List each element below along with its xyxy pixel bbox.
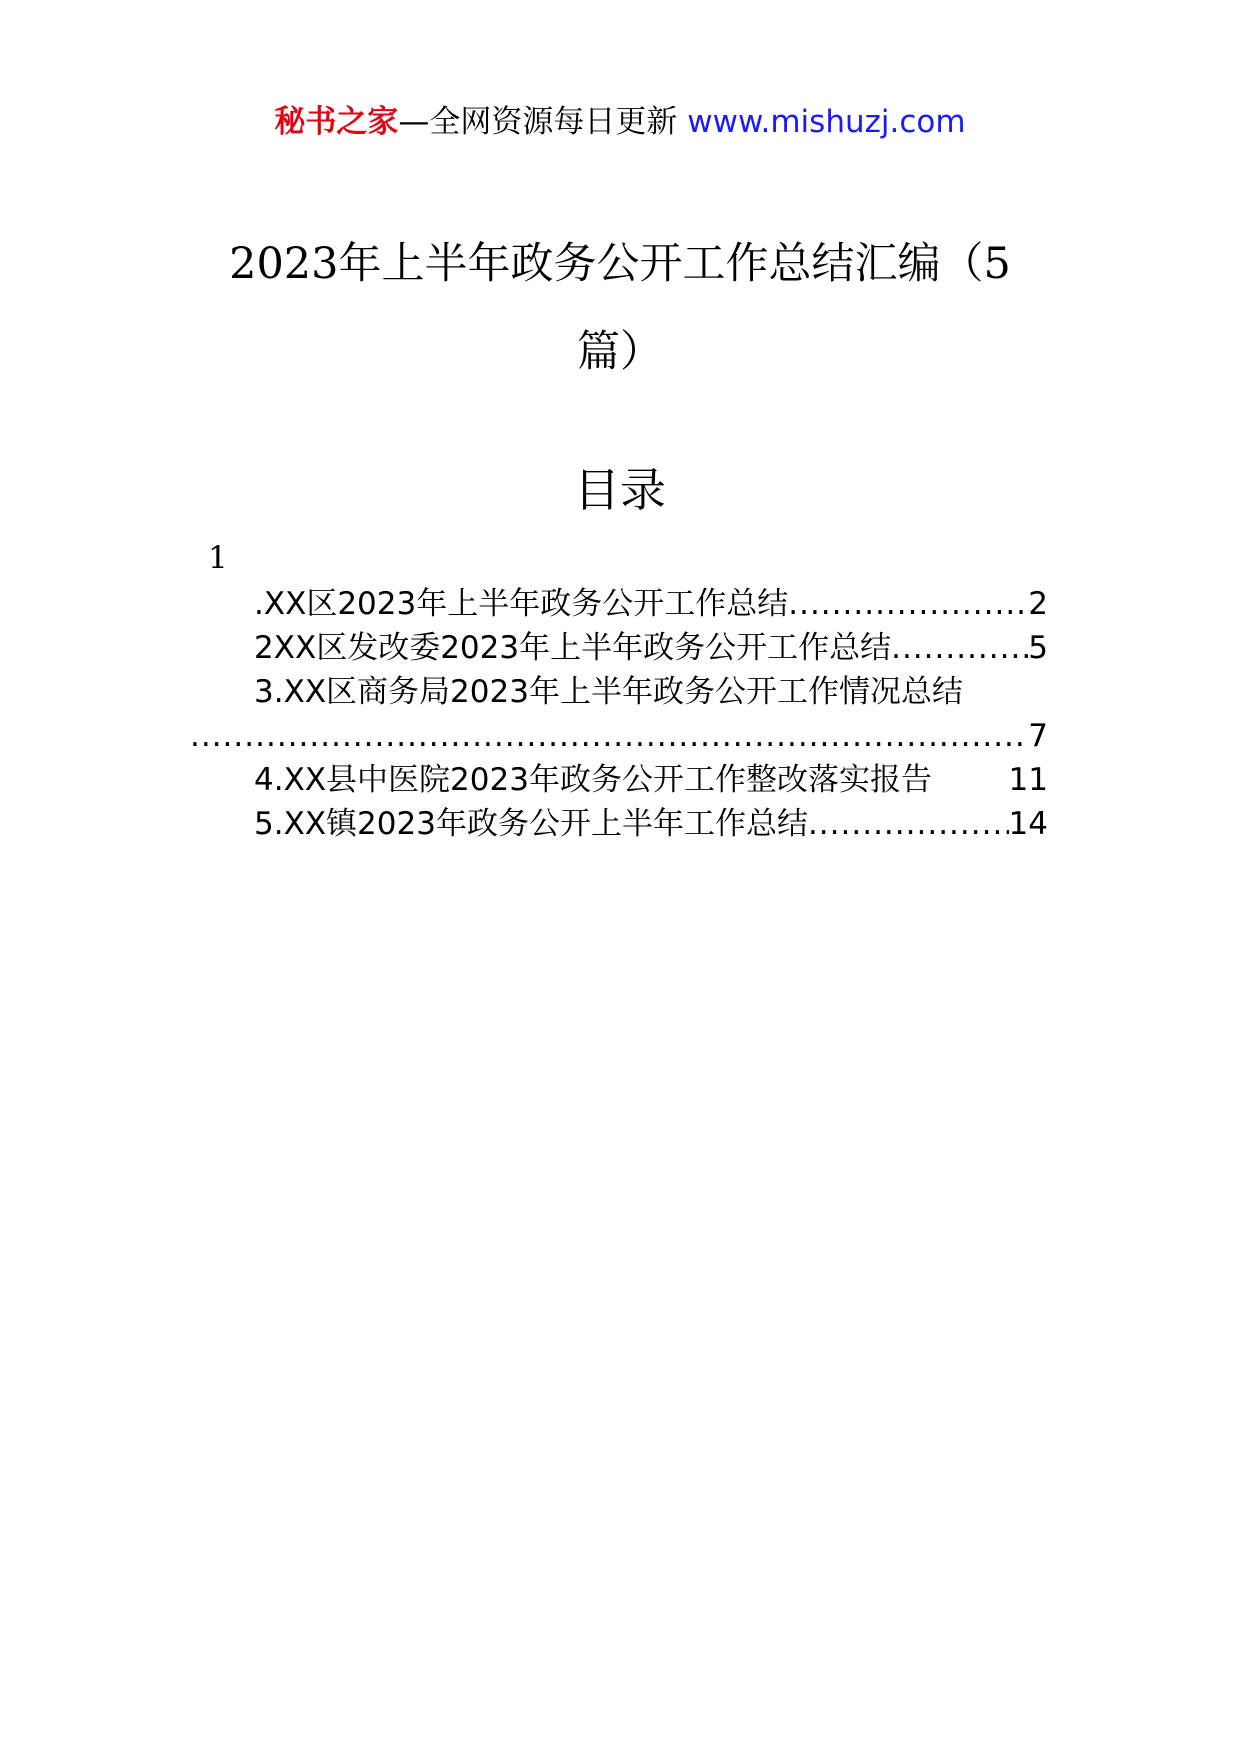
brand-slogan: —全网资源每日更新 bbox=[398, 104, 678, 140]
toc-entry-1[interactable] bbox=[254, 582, 1048, 626]
toc-entry-3[interactable] bbox=[254, 670, 1048, 714]
toc-entry-text: 5.XX镇2023年政务公开上半年工作总结 bbox=[254, 806, 808, 842]
toc-heading: 目录 bbox=[574, 463, 666, 517]
toc-entry-page: 2 bbox=[1028, 586, 1048, 622]
toc-entry-3-continued[interactable] bbox=[190, 714, 1048, 758]
document-title-line-2: 篇） bbox=[577, 327, 663, 377]
site-url-link[interactable]: www.mishuzj.com bbox=[687, 104, 966, 140]
toc-leader-dots bbox=[891, 626, 1028, 670]
toc-entry-page: 11 bbox=[1008, 762, 1048, 798]
toc-entry-page: 7 bbox=[1028, 718, 1048, 754]
toc-leader-dots bbox=[190, 714, 1028, 758]
toc-lead-number: 1 bbox=[208, 540, 228, 576]
document-title-line-1: 2023年上半年政务公开工作总结汇编（5 bbox=[229, 239, 1011, 289]
toc-entry-text: 4.XX县中医院2023年政务公开工作整改落实报告 bbox=[254, 762, 932, 798]
toc-entry-text: .XX区2023年上半年政务公开工作总结 bbox=[254, 586, 789, 622]
toc-entry-5[interactable] bbox=[254, 802, 1048, 846]
brand-name: 秘书之家 bbox=[274, 104, 399, 140]
toc-entry-page: 5 bbox=[1028, 630, 1048, 666]
toc-entry-2[interactable] bbox=[254, 626, 1048, 670]
toc-entry-text: 3.XX区商务局2023年上半年政务公开工作情况总结 bbox=[254, 674, 963, 710]
toc-entry-page: 14 bbox=[1008, 806, 1048, 842]
site-header bbox=[0, 102, 1240, 142]
toc-entry-text: 2XX区发改委2023年上半年政务公开工作总结 bbox=[254, 630, 892, 666]
toc-leader-dots bbox=[788, 582, 1028, 626]
toc-entry-4[interactable] bbox=[254, 758, 1048, 802]
toc-leader-dots bbox=[808, 802, 1009, 846]
